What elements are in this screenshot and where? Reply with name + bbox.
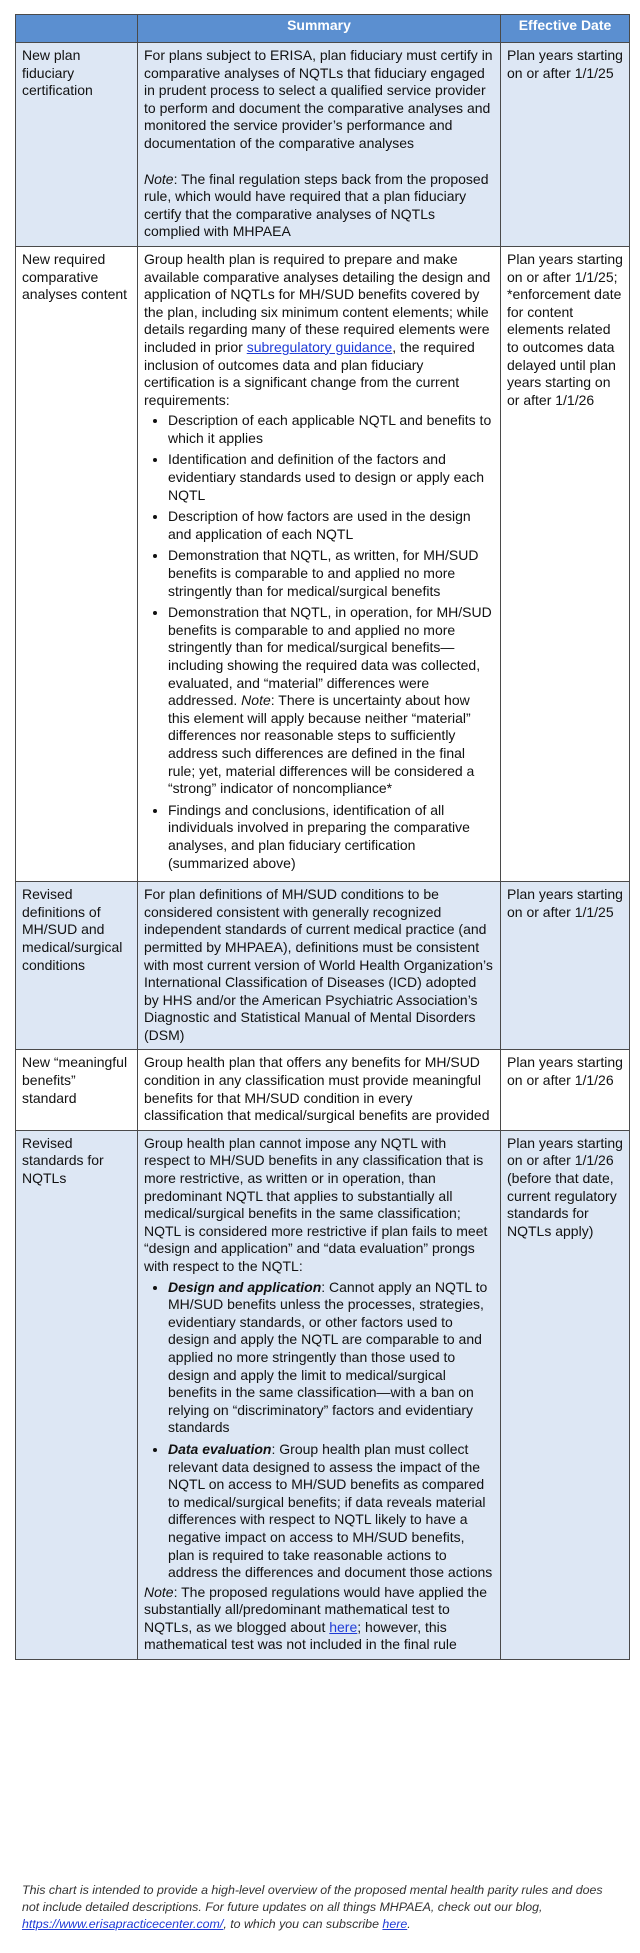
prong-text: : Cannot apply an NQTL to MH/SUD benefits unless the processes, strategies, evidentiary standards, or other factors used to design and apply the NQTL are comparable to and applied no more stringently than those used to design and apply the limit to medical/surgical benefits in the same classification—with a ban on relying on “discriminatory” factors and evidentiary standards (168, 1278, 488, 1436)
list-item: • Demonstration that NQTL, as written, for MH/SUD benefits is comparable to and applied no more stringently than for medical/surgical benefits (168, 547, 494, 600)
list-item (168, 1279, 494, 1437)
row-summary (138, 1130, 501, 1659)
note-paragraph (144, 171, 494, 241)
header-summary: Summary (138, 15, 501, 43)
prong-text: : Group health plan must collect relevant data designed to assess the impact of the NQTL on access to MH/SUD benefits as compared to medical/surgical benefits; if data reveals material differences with respect to NQTL likely to have a negative impact on access to MH/SUD benefits, plan is required to take reasonable actions to address the differences and document those actions (168, 1440, 493, 1581)
row-summary (138, 246, 501, 881)
list-item: • Identification and definition of the factors and evidentiary standards used to design or apply each NQTL (168, 451, 494, 504)
row-date: Plan years starting on or after 1/1/25; *enforcement date for content elements related to outcomes data delayed until plan years starting on or after 1/1/26 (501, 246, 630, 881)
note-text: : The proposed regulations would have applied the substantially all/predominant mathematical test to NQTLs, as we blogged about (144, 1583, 487, 1635)
row-date: Plan years starting on or after 1/1/26 (501, 1050, 630, 1130)
prongs-list (144, 1279, 494, 1582)
row-label: New plan fiduciary certification (16, 43, 138, 247)
row-label: New “meaningful benefits” standard (16, 1050, 138, 1130)
row-summary (138, 43, 501, 247)
table-row (16, 246, 630, 881)
table-row (16, 1130, 630, 1659)
summary-table (15, 14, 630, 1660)
table-row (16, 882, 630, 1050)
row-label: New required comparative analyses content (16, 246, 138, 881)
row-summary: Group health plan that offers any benefits for MH/SUD condition in any classification must provide meaningful benefits for that MH/SUD condition in every classification that medical/surgical benefits are provided (138, 1050, 501, 1130)
list-item (168, 1441, 494, 1582)
table-header-row (16, 15, 630, 43)
footnote-text-cont: , to which you can subscribe (223, 1917, 383, 1931)
subscribe-here-link[interactable]: here (382, 1917, 408, 1931)
note-paragraph (144, 1584, 494, 1654)
subregulatory-guidance-link[interactable]: subregulatory guidance (246, 338, 393, 355)
list-item: • Description of each applicable NQTL and benefits to which it applies (168, 412, 494, 447)
note-text-cont: ; however, this mathematical test was not included in the final rule (144, 1618, 457, 1653)
note-label: Note (144, 170, 174, 187)
list-item (168, 604, 494, 798)
prong-title: Data evaluation (168, 1440, 272, 1457)
footnote-end: . (407, 1917, 411, 1931)
intro-text-cont: , the required inclusion of outcomes data and plan fiduciary certification is a significant change from the current requirements: (144, 338, 475, 408)
row-summary: For plan definitions of MH/SUD conditions to be considered consistent with generally recognized independent standards of current medical practice (and permitted by MHPAEA), definitions must be consistent with most current version of World Health Organization’s International Classification of Diseases (ICD) adopted by HHS and/or the American Psychiatric Association’s Diagnostic and Statistical Manual of Mental Disorders (DSM) (138, 882, 501, 1050)
header-effective-date: Effective Date (501, 15, 630, 43)
blog-here-link[interactable]: here (329, 1618, 358, 1635)
note-label: Note (144, 1583, 174, 1600)
footnote-text: This chart is intended to provide a high-level overview of the proposed mental health parity rules and does not include detailed descriptions. For future updates on all things MHPAEA, check out our blog, (22, 1883, 603, 1914)
row-date: Plan years starting on or after 1/1/25 (501, 43, 630, 247)
list-item: • Description of how factors are used in the design and application of each NQTL (168, 508, 494, 543)
summary-paragraph: Group health plan cannot impose any NQTL with respect to MH/SUD benefits in any classification that is more restrictive, as written or in operation, than predominant NQTL that applies to substantially all medical/surgical benefits in the same classification; NQTL is considered more restrictive if plan fails to meet “design and application” and “data evaluation” prongs with respect to the NQTL: (144, 1134, 488, 1274)
footnote (22, 1882, 622, 1933)
summary-paragraph: For plans subject to ERISA, plan fiduciary must certify in comparative analyses of NQTLs that fiduciary engaged in prudent process to select a qualified service provider to perform and document the comparative analyses and monitored the service provider’s performance and documentation of the comparative analyses (144, 47, 493, 151)
row-date: Plan years starting on or after 1/1/25 (501, 882, 630, 1050)
row-date: Plan years starting on or after 1/1/26 (before that date, current regulatory standards for NQTLs apply) (501, 1130, 630, 1659)
note-text: : The final regulation steps back from the proposed rule, which would have required that a plan fiduciary certify that the comparative analyses of NQTLs complied with MHPAEA (144, 170, 489, 240)
intro-text: Group health plan is required to prepare and make available comparative analyses detailing the design and application of NQTLs for MH/SUD benefits covered by the plan, including six minimum content elements; while details regarding many of these required elements were included in prior (144, 250, 491, 355)
summary-table-container (15, 14, 629, 1660)
table-row (16, 1050, 630, 1130)
content-elements-list (144, 412, 494, 872)
header-topic (16, 15, 138, 43)
row-label: Revised standards for NQTLs (16, 1130, 138, 1659)
row-label: Revised definitions of MH/SUD and medical/surgical conditions (16, 882, 138, 1050)
table-row (16, 43, 630, 247)
list-item-text: Demonstration that NQTL, in operation, for MH/SUD benefits is comparable to and applied no more stringently than for medical/surgical benefits—including showing the required data was collected, evaluated, and “material” differences were addressed. (168, 604, 492, 709)
blog-url-link[interactable]: https://www.erisapracticecenter.com/ (22, 1917, 224, 1931)
prong-title: Design and application (168, 1278, 322, 1295)
note-text: : There is uncertainty about how this element will apply because neither “material” differences nor reasonable steps to sufficiently address such differences are defined in the final rule; yet, material differences will be considered a “strong” indicator of noncompliance* (168, 692, 475, 797)
summary-paragraph (144, 251, 494, 409)
note-label: Note (241, 692, 271, 709)
list-item: • Findings and conclusions, identification of all individuals involved in preparing the comparative analyses, and plan fiduciary certification (summarized above) (168, 802, 494, 872)
